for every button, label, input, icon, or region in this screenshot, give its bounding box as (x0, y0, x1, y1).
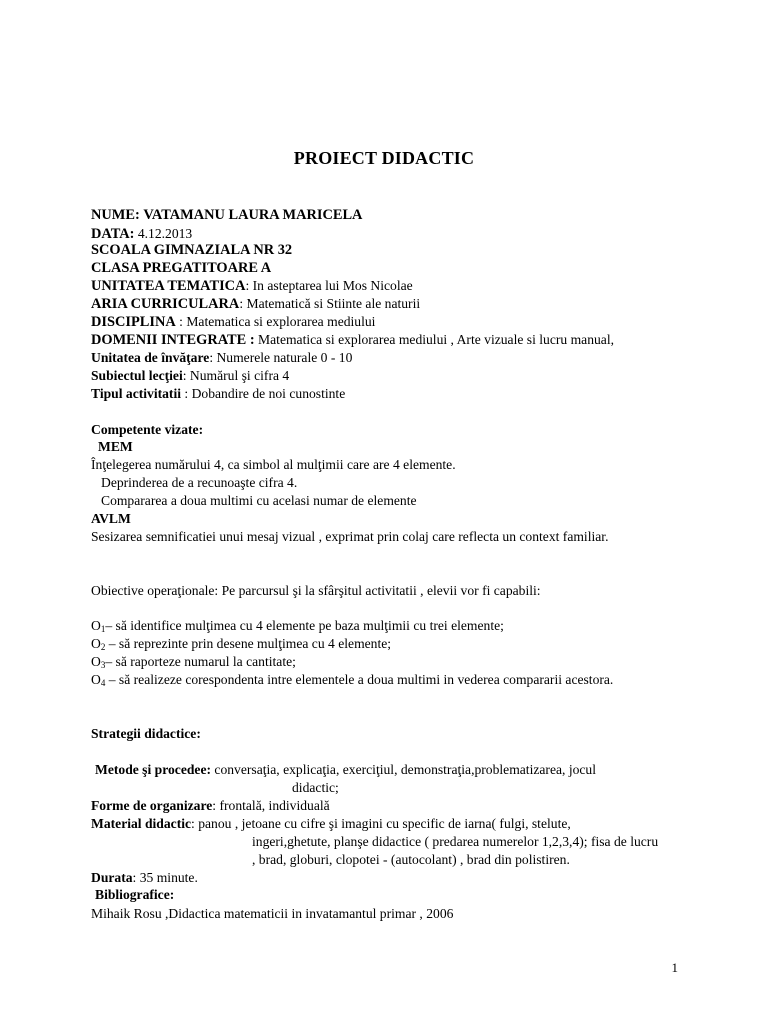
strategii-heading: Strategii didactice: (91, 726, 201, 741)
avlm-item: Sesizarea semnificatiei unui mesaj vizual , exprimat prin colaj care reflecta un context familiar. (91, 529, 609, 544)
domenii-value: Matematica si explorarea mediului , Arte vizuale si lucru manual, (254, 332, 615, 347)
mem-item-2: Deprinderea de a recunoaşte cifra 4. (101, 475, 298, 490)
obiective-intro: Obiective operaţionale: Pe parcursul şi la sfârşitul activitatii , elevii vor fi capabili: (91, 583, 541, 598)
nume-value: VATAMANU LAURA MARICELA (143, 207, 363, 223)
mem-item-3: Compararea a doua multimi cu acelasi numar de elemente (101, 493, 417, 508)
subiectul-label: Subiectul lecţiei (91, 368, 183, 383)
clasa-line: CLASA PREGATITOARE A (91, 260, 272, 276)
durata-line (91, 869, 198, 886)
material-value-1: : panou , jetoane cu cifre şi imagini cu specific de iarna( fulgi, stelute, (191, 816, 571, 831)
data-label: DATA: (91, 226, 135, 242)
bibliografice-label: Bibliografice: (95, 887, 175, 902)
nume-label: NUME: (91, 207, 140, 223)
tipul-line (91, 385, 345, 402)
tipul-value: : Dobandire de noi cunostinte (181, 386, 346, 401)
aria-line (91, 295, 420, 313)
subiectul-value: : Numărul şi cifra 4 (182, 368, 290, 383)
forme-line (91, 797, 330, 814)
metode-label: Metode şi procedee: (95, 762, 212, 777)
aria-label: ARIA CURRICULARA (91, 296, 240, 312)
metode-line (95, 761, 596, 778)
bibliografice-value: Mihaik Rosu ,Didactica matematicii in invatamantul primar , 2006 (91, 906, 454, 921)
data-value: 4.12.2013 (137, 226, 193, 241)
obiectiv-3: $O_3-$ să raporteze numarul la cantitate; (91, 654, 296, 670)
unitatea-invatare-value: : Numerele naturale 0 - 10 (209, 350, 353, 365)
disciplina-value: : Matematica si explorarea mediului (175, 314, 376, 329)
unitatea-invatare-line (91, 349, 352, 366)
disciplina-label: DISCIPLINA (91, 314, 176, 330)
unitatea-tematica-label: UNITATEA TEMATICA (91, 278, 246, 294)
document-title: PROIECT DIDACTIC (293, 148, 475, 168)
mem-label: MEM (98, 439, 133, 454)
metode-value-2: didactic; (292, 780, 339, 795)
durata-label: Durata (91, 870, 133, 885)
domenii-line (91, 331, 614, 349)
durata-value: : 35 minute. (132, 870, 198, 885)
aria-value: : Matematică si Stiinte ale naturii (239, 296, 421, 311)
data-line (91, 225, 192, 243)
material-label: Material didactic (91, 816, 192, 831)
forme-value: : frontală, individuală (212, 798, 330, 813)
page-number: 1 (671, 960, 678, 975)
tipul-label: Tipul activitatii (91, 386, 182, 401)
obiectiv-1: $O_1-$ să identifice mulţimea cu 4 elemente pe baza mulţimii cu trei elemente; (91, 618, 504, 634)
mem-item-1: Înţelegerea numărului 4, ca simbol al mulţimii care are 4 elemente. (91, 457, 456, 472)
metode-value-1: conversaţia, explicaţia, exerciţiul, demonstraţia,problematizarea, jocul (211, 762, 597, 777)
domenii-label: DOMENII INTEGRATE : (91, 332, 255, 348)
disciplina-line (91, 313, 375, 331)
unitatea-tematica-line (91, 277, 413, 295)
material-line (91, 815, 571, 832)
unitatea-tematica-value: : In asteptarea lui Mos Nicolae (245, 278, 413, 293)
material-value-3: , brad, globuri, clopotei - (autocolant) , brad din polistiren. (252, 852, 570, 867)
obiectiv-4: $O_4$ – să realizeze corespondenta intre elementele a doua multimi in vederea compararii acestora. (91, 672, 614, 688)
material-value-2: ingeri,ghetute, planşe didactice ( predarea numerelor 1,2,3,4); fisa de lucru (252, 834, 659, 849)
avlm-label: AVLM (91, 511, 131, 526)
forme-label: Forme de organizare (91, 798, 213, 813)
nume-line (91, 207, 362, 224)
unitatea-invatare-label: Unitatea de învăţare (91, 350, 210, 365)
subiectul-line (91, 367, 289, 384)
competente-heading: Competente vizate: (91, 422, 204, 437)
scoala-line: SCOALA GIMNAZIALA NR 32 (91, 242, 293, 258)
obiectiv-2: $O_2$ – să reprezinte prin desene mulţimea cu 4 elemente; (91, 636, 392, 652)
